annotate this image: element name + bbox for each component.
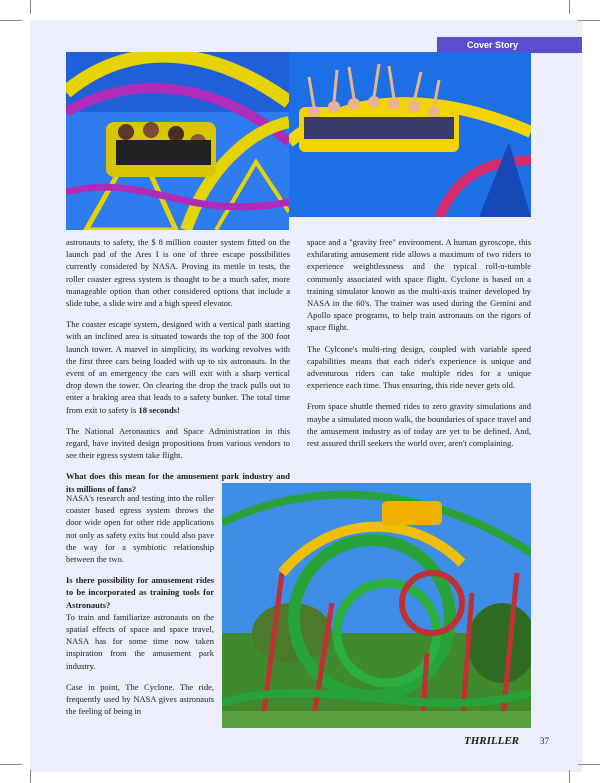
article-column-2 xyxy=(307,236,531,458)
section-tag: Cover Story xyxy=(437,37,582,53)
paragraph: To train and familiarize astronauts on the spatial effects of space and space travel, NASA has for some time now taken inspiration from the amusement park industry. xyxy=(66,611,214,671)
paragraph-text: The coaster escape system, designed with a vertical path starting with an inclined area is situated towards the top of the 300 foot launch tower. A marvel in simplicity, its working revolves with the first three cars being loaded with up to six astronauts. In the event of an emergency the cars will exit with a sharp vertical drop down the tower. On clearing the drop the track pulls out to enter a braking area that leads to a safety bunker. The total time from exit to safety is xyxy=(66,319,290,415)
paragraph: The National Aeronautics and Space Administration in this regard, have invited design propositions from various vendors to see their egress system take flight. xyxy=(66,425,290,461)
paragraph: space and a "gravity free" environment. A human gyroscope, this exhilarating amusement ride allows a maximum of two riders to experience weightlessness and the typical roll-n-tumble commonly associated with space flight. Cyclone is based on a training simulator known as the multi-axis trainer developed by NASA in the 60's. The trainer was used during the Gemini and Apollo space programs, to help train astronauts on the rigors of space flight. xyxy=(307,237,531,333)
crop-mark xyxy=(0,764,22,765)
emphasis: 18 seconds! xyxy=(138,404,180,415)
subheading: Is there possibility for amusement rides to be incorporated as training tools for Astronauts? xyxy=(66,575,214,610)
crop-mark xyxy=(569,0,570,14)
paragraph: Case in point, The Cyclone. The ride, frequently used by NASA gives astronauts the feeling of being in xyxy=(66,681,214,717)
crop-mark xyxy=(30,0,31,14)
crop-mark xyxy=(578,20,600,21)
crop-mark xyxy=(30,770,31,783)
article-column-1-narrow xyxy=(66,492,214,726)
crop-mark xyxy=(578,764,600,765)
paragraph xyxy=(66,318,290,416)
magazine-brand: THRILLER xyxy=(464,735,520,747)
subheading: What does this mean for the amusement park industry and its millions of fans? xyxy=(66,471,290,494)
paragraph: The Cylcone's multi-ring design, coupled with variable speed capabilities means that each rider's experience is unique and adventurous riders can take multiple rides for a unique experience each time. Thus ensuring, this ride never gets old. xyxy=(307,343,531,391)
photo-coaster-blue-yellow xyxy=(289,52,531,217)
paragraph: From space shuttle themed rides to zero gravity simulations and maybe a simulated moon walk, the boundaries of space travel and the amusement industry as of today are yet to be defined. And, rest assured thrill seekers the world over, aren't complaining. xyxy=(307,401,531,449)
page-number: 37 xyxy=(540,736,549,746)
paragraph: astronauts to safety, the $ 8 million coaster system fitted on the launch pad of the Ares I is one of three escape possibilities currently considered by NASA. Proving its mettle in tests, the roller coaster egress system is thought to be a much safer, more manageable option than other considered options that include a slide tube, a slide wire and a high speed elevator. xyxy=(66,237,290,309)
photo-coaster-green-loops xyxy=(222,483,531,728)
crop-mark xyxy=(569,770,570,783)
photo-coaster-yellow-purple xyxy=(66,52,289,230)
article-column-1 xyxy=(66,236,290,495)
crop-mark xyxy=(0,20,22,21)
paragraph: NASA's research and testing into the roller coaster based egress system throws the door wide open for other ride applications not only as safety exits but could also pave the way for a symbiotic relationship between the two. xyxy=(66,493,214,565)
